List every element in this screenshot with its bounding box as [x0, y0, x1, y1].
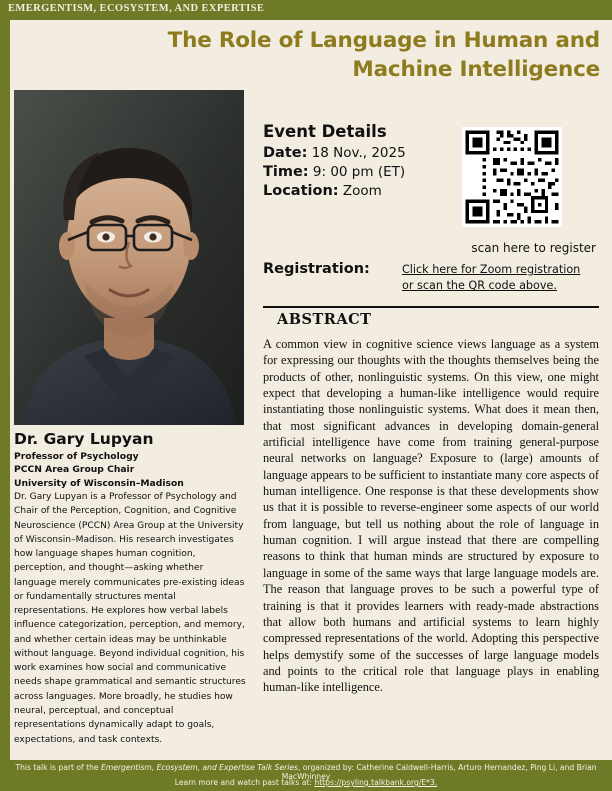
event-location-row — [263, 183, 382, 199]
footer-line2-prefix: Learn more and watch past talks at: — [174, 778, 315, 787]
speaker-affiliation-line-2: PCCN Area Group Chair — [14, 464, 135, 476]
speaker-portrait — [14, 90, 244, 425]
event-location-value: Zoom — [342, 183, 382, 199]
abstract-body: A common view in cognitive science views language as a system for expressing our thoughts with the thoughts themselves being the products of other, nonlinguistic systems. On this view, one might expect that developing a human-like intelligence would require instantiating those nonlinguistic systems. What does it mean then, that most significant advances in developing domain-general artificial intelligence have come from training general-purpose neural networks on language? Exposure to (large) amounts of language appears to be sufficient to instantiate many core aspects of human intelligence. One response is that these developments show us that it is possible to reverse-engineer some aspects of our world from language, but tell us nothing about the role of language in human cognition. I will argue instead that there are compelling reasons to think that human minds are structured by exposure to language in some of the same ways that large language models are. The reason that language proves to be such a powerful type of training is that it provides learners with ready-made abstractions that allow both humans and artificial systems to learn highly compressed representations of the world. Adopting this perspective helps demystify some of the successes of large language models and points to the critical role that language plays in enabling human-like intelligence. — [263, 337, 599, 695]
event-time-row — [263, 164, 405, 180]
left-accent-stripe — [0, 20, 10, 760]
footer-site-link[interactable]: https://psyling.talkbank.org/E*3. — [314, 778, 438, 787]
footer-line1-prefix: This talk is part of the — [15, 763, 102, 772]
event-date-row — [263, 145, 406, 161]
footer-series-name: Emergentism, Ecosystem, and Expertise Talk Series — [101, 763, 298, 772]
abstract-heading: ABSTRACT — [277, 311, 372, 328]
speaker-bio: Dr. Gary Lupyan is a Professor of Psychology and Chair of the Perception, Cognition, and Cognitive Neuroscience (PCCN) Area Group at the University of Wisconsin–Madison. His research investigates how language shapes human cognition, perception, and thought—asking whether language merely communicates pre-existing ideas or fundamentally structures mental representations. He explores how verbal labels influence categorization, perception, and memory, and whether certain ideas may be unthinkable without language. Beyond individual cognition, his work examines how social and communicative needs shape grammatical and semantic structures across languages. More broadly, he studies how neural, perceptual, and conceptual representations dynamically adapt to goals, expectations, and task contexts. — [14, 492, 246, 745]
registration-label: Registration: — [263, 261, 370, 277]
footer-line1-suffix: , organized by: Catherine Caldwell-Harris, Arturo Hernandez, Ping Li, and Brian MacWhinney — [281, 763, 597, 781]
series-banner-label: EMERGENTISM, ECOSYSTEM, AND EXPERTISE — [8, 3, 265, 14]
speaker-affiliation — [14, 450, 246, 490]
footer-learn-more — [4, 778, 608, 787]
registration-link-line-1[interactable]: Click here for Zoom registration — [402, 263, 581, 276]
page-title: The Role of Language in Human and Machine Intelligence — [167, 28, 600, 83]
registration-link-line-2[interactable]: or scan the QR code above. — [402, 279, 557, 293]
event-details-heading: Event Details — [263, 122, 387, 141]
speaker-affiliation-line-3: University of Wisconsin–Madison — [14, 477, 184, 489]
speaker-affiliation-line-1: Professor of Psychology — [14, 451, 139, 462]
qr-code-icon[interactable] — [462, 127, 562, 227]
qr-scan-note: scan here to register — [471, 241, 596, 255]
speaker-name: Dr. Gary Lupyan — [14, 430, 154, 448]
event-location-label: Location: — [263, 183, 339, 199]
abstract-divider — [263, 306, 599, 308]
event-date-value: 18 Nov., 2025 — [311, 145, 406, 161]
event-time-label: Time: — [263, 164, 309, 180]
zoom-registration-link[interactable] — [402, 262, 598, 294]
qr-code-graphic — [462, 127, 562, 227]
event-time-value: 9: 00 pm (ET) — [312, 164, 406, 180]
event-date-label: Date: — [263, 145, 308, 161]
speaker-portrait-illustration — [14, 90, 244, 425]
